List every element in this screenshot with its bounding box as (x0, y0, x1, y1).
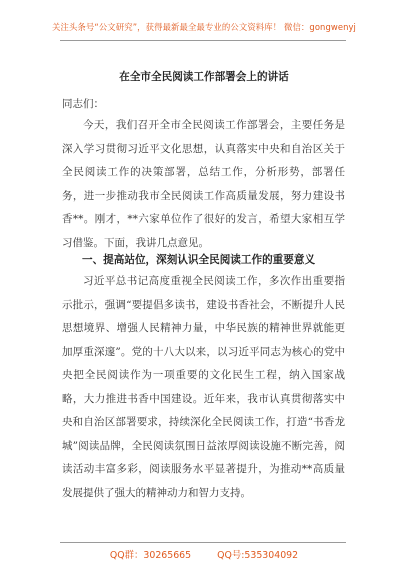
section-paragraph: 习近平总书记高度重视全民阅读工作，多次作出重要指示批示，强调“要提倡多读书，建设书香社会，不断提升人民思想境界、增强人民精神力量，中华民族的精神世界就能更加厚重深邃”。党的十八大以来，以习近平同志为核心的党中央把全民阅读作为一项重要的文化民生工程，纳入国家战略，大力推进书香中国建设。近年来，我市认真贯彻落实中央和自治区部署要求，持续深化全民阅读工作，打造“书香龙城”阅读品牌，全民阅读氛围日益浓厚阅读设施不断完善，阅读活动丰富多彩，阅读服务水平显著提升，为推动**高质量发展提供了强大的精神动力和智力支持。 (62, 275, 345, 499)
header-divider (60, 40, 346, 41)
section-heading: 一、提高站位，深刻认识全民阅读工作的重要意义 (82, 254, 316, 266)
footer (0, 547, 408, 561)
footer-qq-group: QQ群：30265665 (109, 550, 192, 561)
intro-paragraph: 今天，我们召开全市全民阅读工作部署会，主要任务是深入学习贯彻习近平文化思想，认真落实中央和自治区关于全民阅读工作的决策部署，总结工作，分析形势，部署任务，进一步推动我市全民阅读工作高质量发展，努力建设书香**。刚才，**六家单位作了很好的发言，希望大家相互学习借鉴。下面，我讲几点意见。 (62, 119, 345, 249)
header-banner: 关注头条号“公文研究”，获得最新最全最专业的公文资料库！ 微信：gongwenyj (52, 22, 356, 32)
footer-qq-number: QQ号:535304092 (217, 550, 299, 561)
salutation: 同志们： (62, 98, 104, 110)
document-title: 在全市全民阅读工作部署会上的讲话 (119, 71, 289, 83)
footer-divider (60, 542, 346, 543)
